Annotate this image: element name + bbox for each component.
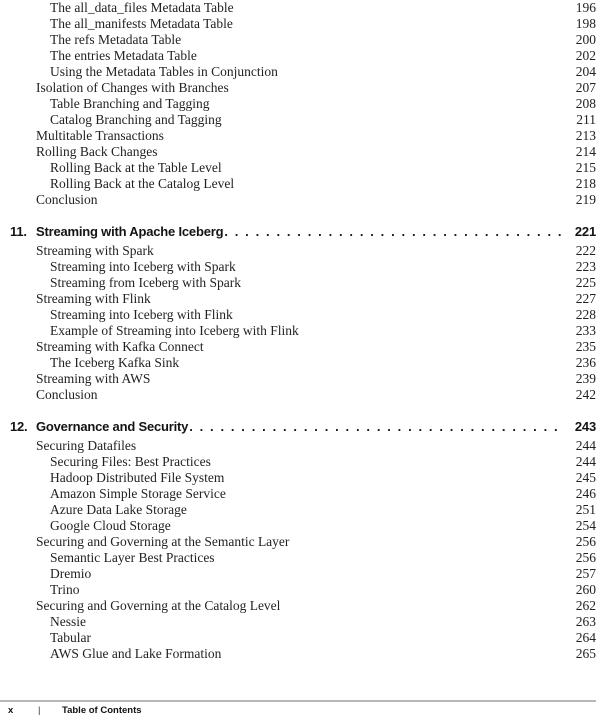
toc-entry — [0, 534, 608, 550]
toc-entry-label: Multitable Transactions — [36, 128, 164, 143]
toc-entry-label: Securing Datafiles — [36, 438, 137, 453]
toc-entry-label: Conclusion — [36, 192, 98, 207]
toc-entry — [0, 243, 608, 259]
toc-entry — [0, 582, 608, 598]
page-footer — [8, 704, 142, 718]
toc-entry-label: Dremio — [50, 566, 92, 581]
toc-entry-label: Securing Files: Best Practices — [50, 454, 211, 469]
toc-entry-label: Streaming with Flink — [36, 291, 151, 306]
toc-entry-page: 239 — [575, 371, 596, 386]
toc-entry-page: 215 — [575, 160, 596, 175]
toc-entry-label: Azure Data Lake Storage — [50, 502, 187, 517]
toc-entry-page: 262 — [575, 598, 596, 613]
toc-entry — [0, 291, 608, 307]
toc-entry — [0, 371, 608, 387]
footer-label: Table of Contents — [62, 705, 142, 716]
toc-entry — [0, 0, 608, 16]
toc-entry-label: Streaming into Iceberg with Spark — [50, 259, 236, 274]
toc-entry-label: The refs Metadata Table — [50, 32, 182, 47]
toc-entry — [0, 502, 608, 518]
toc-entry — [0, 80, 608, 96]
toc-entry-page: 223 — [575, 259, 596, 274]
toc-entry-label: Using the Metadata Tables in Conjunction — [50, 64, 278, 79]
toc-entry-page: 219 — [575, 192, 596, 207]
toc-entry-page: 263 — [575, 614, 596, 629]
chapter-number: 11. — [10, 224, 27, 239]
toc-entry-label: The all_manifests Metadata Table — [50, 16, 233, 31]
toc-entry-page: 260 — [575, 582, 596, 597]
toc-entry-page: 218 — [575, 176, 596, 191]
toc-entry-page: 256 — [575, 534, 596, 549]
chapter-heading — [0, 417, 608, 436]
toc-entry-label: Table Branching and Tagging — [50, 96, 210, 111]
toc-entry-page: 244 — [575, 454, 596, 469]
chapter-heading — [0, 222, 608, 241]
toc-entry-page: 256 — [575, 550, 596, 565]
toc-entry-page: 244 — [575, 438, 596, 453]
toc-entry-label: Isolation of Changes with Branches — [36, 80, 229, 95]
toc-entry — [0, 470, 608, 486]
toc-entry-page: 208 — [575, 96, 596, 111]
toc-entry-page: 233 — [575, 323, 596, 338]
toc-entry-label: The Iceberg Kafka Sink — [50, 355, 180, 370]
toc-entry-page: 235 — [575, 339, 596, 354]
toc-entry — [0, 355, 608, 371]
toc-entry-page: 251 — [575, 502, 596, 517]
toc-entry — [0, 176, 608, 192]
toc-entry — [0, 112, 608, 128]
toc-entry-label: Amazon Simple Storage Service — [50, 486, 226, 501]
footer-divider — [0, 700, 596, 702]
chapter-page-number: 243 — [574, 419, 596, 434]
toc-entry-page: 211 — [576, 112, 596, 127]
toc-entry-label: Catalog Branching and Tagging — [50, 112, 222, 127]
toc-entry — [0, 550, 608, 566]
toc-entry-label: Streaming with Spark — [36, 243, 154, 258]
toc-entry-page: 202 — [575, 48, 596, 63]
toc-entry-page: 246 — [575, 486, 596, 501]
toc-entry-label: Securing and Governing at the Semantic Layer — [36, 534, 290, 549]
toc-entry-label: Streaming from Iceberg with Spark — [50, 275, 241, 290]
footer-page-number: x — [8, 705, 14, 716]
dot-leader — [189, 417, 564, 436]
toc-entry-page: 236 — [575, 355, 596, 370]
toc-entry-label: Conclusion — [36, 387, 98, 402]
toc-entry-label: Streaming into Iceberg with Flink — [50, 307, 233, 322]
toc-entry — [0, 486, 608, 502]
toc-entry-label: Hadoop Distributed File System — [50, 470, 225, 485]
chapter-page-number: 221 — [574, 224, 596, 239]
toc-entry — [0, 160, 608, 176]
toc-entry-page: 207 — [575, 80, 596, 95]
footer-separator: | — [38, 705, 41, 716]
toc-entry-page: 200 — [575, 32, 596, 47]
toc-entry — [0, 192, 608, 208]
toc-entry-page: 242 — [575, 387, 596, 402]
toc-entry — [0, 48, 608, 64]
toc-entry-label: Rolling Back at the Catalog Level — [50, 176, 235, 191]
toc-entry-label: The entries Metadata Table — [50, 48, 197, 63]
toc-entry — [0, 387, 608, 403]
toc-entry-label: Rolling Back Changes — [36, 144, 158, 159]
toc-entry-label: Example of Streaming into Iceberg with Flink — [50, 323, 299, 338]
toc-entry-label: Google Cloud Storage — [50, 518, 171, 533]
toc-entry-label: Trino — [50, 582, 80, 597]
chapter-title: Streaming with Apache Iceberg — [36, 224, 224, 239]
toc-entry — [0, 518, 608, 534]
toc-entry-page: 225 — [575, 275, 596, 290]
toc-entry — [0, 566, 608, 582]
toc-entry — [0, 259, 608, 275]
toc-entry — [0, 614, 608, 630]
chapter-title: Governance and Security — [36, 419, 189, 434]
toc-entry-label: Securing and Governing at the Catalog Level — [36, 598, 281, 613]
toc-entry-page: 214 — [575, 144, 596, 159]
toc-entry-label: Rolling Back at the Table Level — [50, 160, 222, 175]
toc-entry-page: 213 — [575, 128, 596, 143]
toc-entry — [0, 323, 608, 339]
toc-entry-label: Tabular — [50, 630, 92, 645]
toc-entry — [0, 438, 608, 454]
toc-entry — [0, 32, 608, 48]
dot-leader — [224, 222, 564, 241]
toc-entry-label: The all_data_files Metadata Table — [50, 0, 234, 15]
toc-entry — [0, 16, 608, 32]
toc-entry — [0, 630, 608, 646]
toc-entry — [0, 307, 608, 323]
toc-entry-label: Streaming with AWS — [36, 371, 151, 386]
chapter-number: 12. — [10, 419, 28, 434]
toc-entry — [0, 144, 608, 160]
toc-entry-page: 222 — [575, 243, 596, 258]
toc-entry-label: Streaming with Kafka Connect — [36, 339, 204, 354]
toc-entry — [0, 275, 608, 291]
toc-entry-label: AWS Glue and Lake Formation — [50, 646, 222, 661]
toc-entry — [0, 339, 608, 355]
toc-entry-page: 198 — [575, 16, 596, 31]
toc-entry-page: 227 — [575, 291, 596, 306]
toc-entry-page: 245 — [575, 470, 596, 485]
toc-entry — [0, 598, 608, 614]
toc-entry-page: 254 — [575, 518, 596, 533]
toc-entry-page: 196 — [575, 0, 596, 15]
toc-entry-page: 264 — [575, 630, 596, 645]
toc-entry — [0, 64, 608, 80]
toc-entry-label: Semantic Layer Best Practices — [50, 550, 215, 565]
toc-entry — [0, 646, 608, 662]
toc-entry-page: 257 — [575, 566, 596, 581]
toc-entry-page: 228 — [575, 307, 596, 322]
toc-entry — [0, 454, 608, 470]
toc-entry-page: 204 — [575, 64, 596, 79]
toc-entry-label: Nessie — [50, 614, 86, 629]
toc-entry — [0, 96, 608, 112]
toc-entry-page: 265 — [575, 646, 596, 661]
toc-entry — [0, 128, 608, 144]
